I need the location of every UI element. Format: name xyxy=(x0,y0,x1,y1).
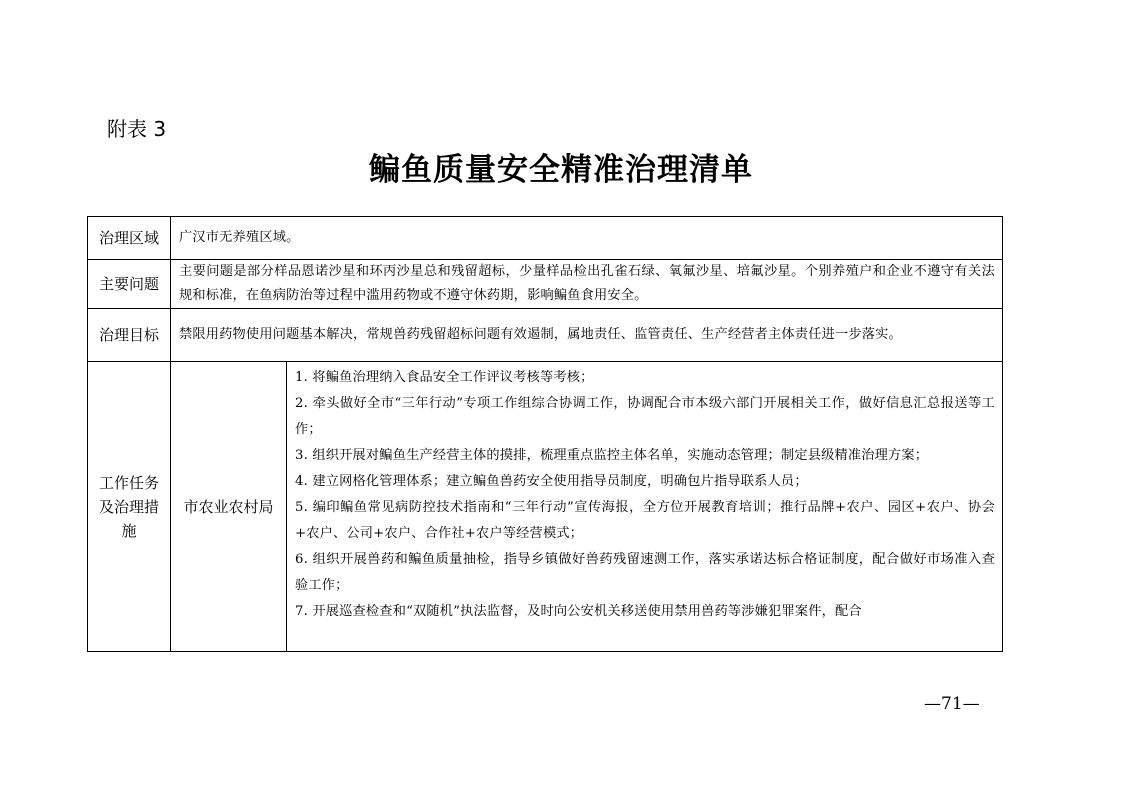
work-tasks-label: 工作任务及治理措施 xyxy=(88,362,171,652)
table-row-work-tasks xyxy=(88,362,1003,652)
annex-label: 附表 3 xyxy=(107,117,167,141)
main-problems-value: 主要问题是部分样品恩诺沙星和环丙沙星总和残留超标，少量样品检出孔雀石绿、氧氟沙星、培氟沙星。个别养殖户和企业不遵守有关法规和标准，在鱼病防治等过程中滥用药物或不遵守休药期，影响鳊鱼食用安全。 xyxy=(171,260,1003,309)
work-tasks-list xyxy=(287,362,1003,652)
list-item: 3. 组织开展对鳊鱼生产经营主体的摸排，梳理重点监控主体名单，实施动态管理；制定县级精准治理方案； xyxy=(295,448,929,463)
main-problems-label: 主要问题 xyxy=(88,260,171,309)
list-item: 1. 将鳊鱼治理纳入食品安全工作评议考核等考核； xyxy=(295,370,594,385)
governance-area-value: 广汉市无养殖区域。 xyxy=(171,217,1003,260)
governance-goal-label: 治理目标 xyxy=(88,309,171,362)
table-row-governance-area xyxy=(88,217,1003,260)
document-title: 鳊鱼质量安全精准治理清单 xyxy=(369,152,753,188)
governance-table xyxy=(87,216,1003,652)
governance-goal-value: 禁限用药物使用问题基本解决，常规兽药残留超标问题有效遏制，属地责任、监管责任、生产经营者主体责任进一步落实。 xyxy=(171,309,1003,362)
list-item: 5. 编印鳊鱼常见病防控技术指南和“三年行动”宣传海报，全方位开展教育培训；推行品牌+农户、园区+农户、协会+农户、公司+农户、合作社+农户等经营模式； xyxy=(295,500,995,541)
list-item: 7. 开展巡查检查和“双随机”执法监督，及时向公安机关移送使用禁用兽药等涉嫌犯罪案件，配合 xyxy=(295,604,862,619)
table-row-governance-goal xyxy=(88,309,1003,362)
responsible-department: 市农业农村局 xyxy=(171,362,287,652)
list-item: 6. 组织开展兽药和鳊鱼质量抽检，指导乡镇做好兽药残留速测工作，落实承诺达标合格证制度，配合做好市场准入查验工作； xyxy=(295,552,995,593)
list-item: 4. 建立网格化管理体系；建立鳊鱼兽药安全使用指导员制度，明确包片指导联系人员； xyxy=(295,474,808,489)
table-row-main-problems xyxy=(88,260,1003,309)
list-item: 2. 牵头做好全市“三年行动”专项工作组综合协调工作，协调配合市本级六部门开展相关工作，做好信息汇总报送等工作； xyxy=(295,396,995,437)
governance-area-label: 治理区域 xyxy=(88,217,171,260)
page-number: —71— xyxy=(924,694,980,714)
